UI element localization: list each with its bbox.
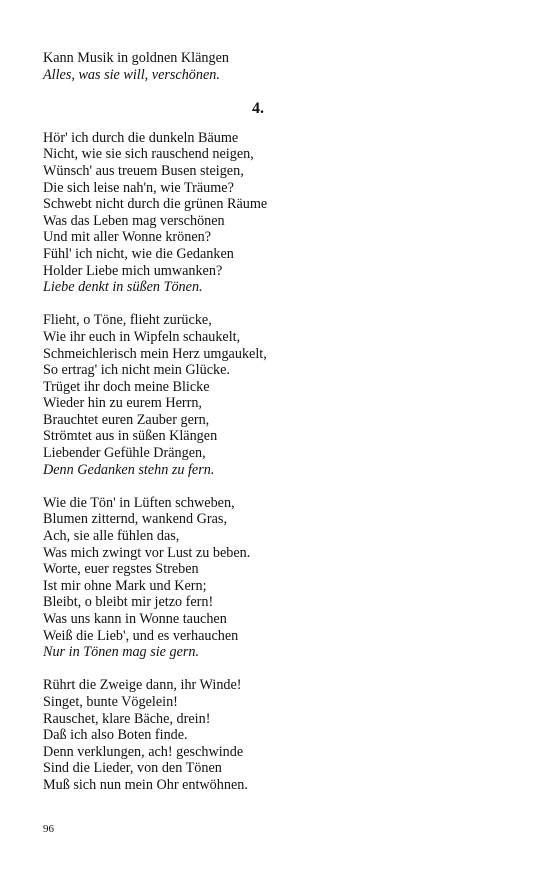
verse-line: Wie ihr euch in Wipfeln schaukelt, — [43, 328, 241, 345]
verse-line: So ertrag' ich nicht mein Glücke. — [43, 362, 230, 379]
verse-line-italic: Liebe denkt in süßen Tönen. — [43, 279, 203, 296]
stanza — [43, 495, 513, 661]
verse-line: Die sich leise nah'n, wie Träume? — [43, 179, 234, 196]
verse-line: Schwebt nicht durch die grünen Räume — [43, 196, 268, 213]
verse-line: Wieder hin zu eurem Herrn, — [43, 395, 202, 412]
verse-line: Schmeichlerisch mein Herz umgaukelt, — [43, 345, 267, 362]
verse-line: Worte, euer regstes Streben — [43, 561, 199, 578]
verse-line: Singet, bunte Vögelein! — [43, 693, 178, 710]
verse-line-italic: Nur in Tönen mag sie gern. — [43, 644, 200, 661]
verse-line: Holder Liebe mich umwanken? — [43, 262, 223, 279]
stanza — [43, 677, 513, 793]
verse-line: Trüget ihr doch meine Blicke — [43, 378, 210, 395]
verse-line: Ach, sie alle fühlen das, — [43, 528, 180, 545]
page-number: 96 — [43, 823, 54, 835]
verse-line: Was uns kann in Wonne tauchen — [43, 611, 227, 627]
verse-line: Nicht, wie sie sich rauschend neigen, — [43, 146, 254, 163]
page-body — [43, 50, 513, 794]
verse-line: Daß ich also Boten finde. — [43, 727, 188, 744]
verse-line: Was das Leben mag verschönen — [43, 212, 225, 229]
verse-line: Was mich zwingt vor Lust zu beben. — [43, 544, 251, 561]
verse-line: Muß sich nun mein Ohr entwöhnen. — [43, 776, 248, 793]
stanza — [43, 130, 513, 296]
verse-line: Fühl' ich nicht, wie die Gedanken — [43, 245, 234, 262]
verse-line: Blumen zitternd, wankend Gras, — [43, 511, 227, 528]
verse-line: Strömtet aus in süßen Klängen — [43, 428, 218, 445]
verse-line: Ist mir ohne Mark und Kern; — [43, 577, 207, 594]
verse-line: Sind die Lieder, von den Tönen — [43, 760, 222, 777]
top-fragment — [43, 50, 513, 83]
verse-line-italic: Alles, was sie will, verschönen. — [43, 66, 220, 83]
verse-line: Rührt die Zweige dann, ihr Winde! — [43, 677, 242, 694]
verse-line: Bleibt, o bleibt mir jetzo fern! — [43, 594, 214, 611]
section-number: 4. — [252, 99, 264, 117]
verse-line: Und mit aller Wonne krönen? — [43, 229, 212, 246]
verse-line-italic: Denn Gedanken stehn zu fern. — [43, 461, 215, 478]
verse-line: Wünsch' aus treuem Busen steigen, — [43, 162, 244, 179]
verse-line: Weiß die Lieb', und es verhauchen — [43, 627, 239, 644]
poem-stanzas — [43, 130, 513, 794]
verse-line: Liebender Gefühle Drängen, — [43, 445, 206, 462]
verse-line: Flieht, o Töne, flieht zurücke, — [43, 312, 212, 329]
verse-line: Hör' ich durch die dunkeln Bäume — [43, 129, 239, 146]
verse-line: Brauchtet euren Zauber gern, — [43, 411, 210, 428]
stanza — [43, 312, 513, 478]
verse-line: Rauschet, klare Bäche, drein! — [43, 710, 211, 727]
verse-line: Kann Musik in goldnen Klängen — [43, 50, 229, 66]
verse-line: Wie die Tön' in Lüften schweben, — [43, 494, 235, 511]
verse-line: Denn verklungen, ach! geschwinde — [43, 743, 244, 760]
